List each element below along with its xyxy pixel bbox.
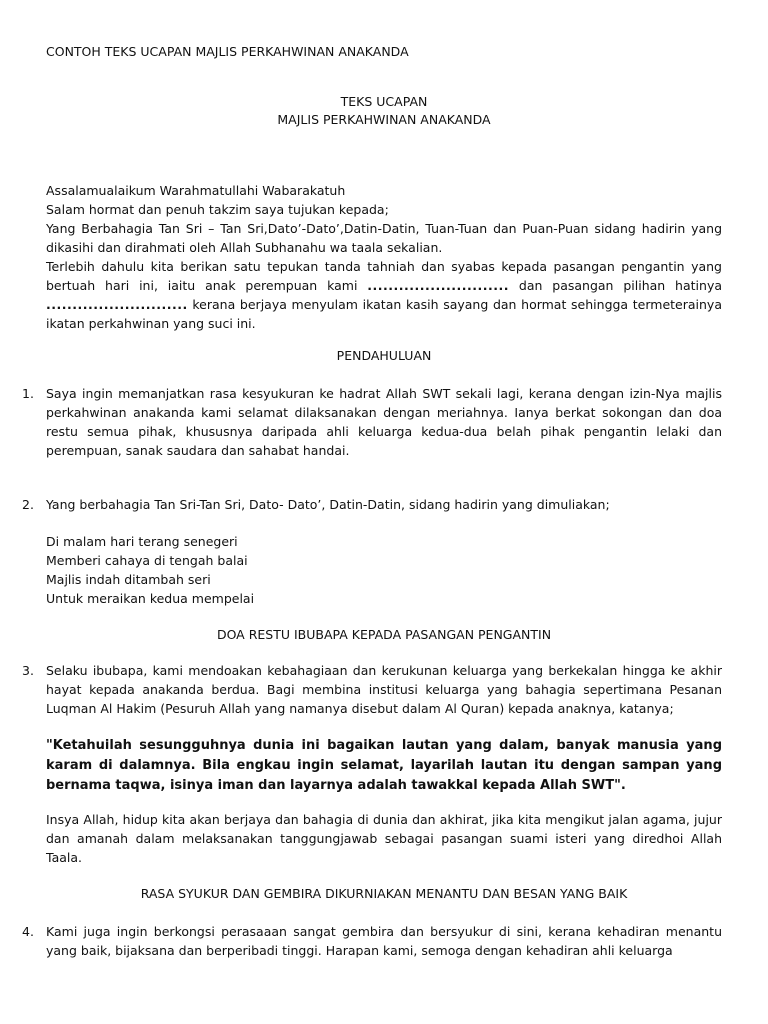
dignitaries-paragraph: Yang Berbahagia Tan Sri – Tan Sri,Dato’-Dato’,Datin-Datin, Tuan-Tuan dan Puan-Puan sidang hadirin yang dikasihi dan dirahmati oleh Allah Subhanahu wa taala sekalian. — [46, 221, 722, 255]
congratulation-text-a: Terlebih dahulu kita berikan satu tepukan tanda tahniah dan syabas kepada pasangan pengantin yang bertuah hari ini, iaitu anak perempuan kami — [46, 259, 722, 293]
pantun-line-4: Untuk meraikan kedua mempelai — [46, 591, 255, 606]
item-number-2: 2. — [22, 497, 34, 512]
heading-doa-restu: DOA RESTU IBUBAPA KEPADA PASANGAN PENGANTIN — [216, 627, 552, 642]
insya-allah-paragraph: Insya Allah, hidup kita akan berjaya dan bahagia di dunia dan akhirat, jika kita mengikut jalan agama, jujur dan amanah dalam melaksanakan tanggungjawab sebagai pasangan suami isteri yang diredhoi Allah Taala. — [46, 812, 722, 865]
greeting-line: Assalamualaikum Warahmatullahi Wabarakatuh — [46, 183, 346, 198]
item-paragraph-4: Kami juga ingin berkongsi perasaaan sangat gembira dan bersyukur di sini, kerana kehadiran menantu yang baik, bijaksana dan berperibadi tinggi. Harapan kami, semoga dengan kehadiran ahli keluarga — [46, 924, 722, 958]
congratulation-text-b: dan pasangan pilihan hatinya — [518, 278, 722, 293]
pantun-line-1: Di malam hari terang senegeri — [46, 534, 238, 549]
item-paragraph-3: Selaku ibubapa, kami mendoakan kebahagiaan dan kerukunan keluarga yang berkekalan hingga ke akhir hayat kepada anakanda berdua. Bagi membina institusi keluarga yang bahagia sepertimana Pesanan Luqman Al Hakim (Pesuruh Allah yang namanya disebut dalam Al Quran) kepada anaknya, katanya; — [46, 663, 722, 716]
congratulation-text-c: kerana berjaya menyulam ikatan kasih sayang dan hormat sehingga termeterainya ikatan perkahwinan yang suci ini. — [46, 297, 722, 331]
heading-pendahuluan: PENDAHULUAN — [336, 348, 432, 363]
center-title-1: TEKS UCAPAN — [340, 94, 428, 109]
salutation-line: Salam hormat dan penuh takzim saya tujukan kepada; — [46, 202, 389, 217]
center-title-2: MAJLIS PERKAHWINAN ANAKANDA — [277, 112, 491, 127]
item-number-1: 1. — [22, 386, 34, 401]
luqman-quote: "Ketahuilah sesungguhnya dunia ini bagaikan lautan yang dalam, banyak manusia yang karam di dalamnya. Bila engkau ingin selamat, layarilah lautan itu dengan sampan yang bernama taqwa, isinya iman dan layarnya adalah tawakkal kepada Allah SWT". — [46, 738, 722, 793]
pantun-line-3: Majlis indah ditambah seri — [46, 572, 211, 587]
congratulation-paragraph — [46, 257, 722, 333]
top-title: CONTOH TEKS UCAPAN MAJLIS PERKAHWINAN ANAKANDA — [46, 44, 409, 59]
item-number-4: 4. — [22, 924, 34, 939]
item-paragraph-1: Saya ingin memanjatkan rasa kesyukuran ke hadrat Allah SWT sekali lagi, kerana dengan izin-Nya majlis perkahwinan anakanda kami selamat dilaksanakan dengan meriahnya. Ianya berkat sokongan dan doa restu semua pihak, khususnya daripada ahli keluarga kedua-dua belah pihak pengantin lelaki dan perempuan, sanak saudara dan sahabat handai. — [46, 386, 722, 458]
item-paragraph-2: Yang berbahagia Tan Sri-Tan Sri, Dato- Dato’, Datin-Datin, sidang hadirin yang dimuliakan; — [46, 497, 610, 512]
item-number-3: 3. — [22, 663, 34, 678]
pantun-line-2: Memberi cahaya di tengah balai — [46, 553, 248, 568]
bride-name-blank: ........................... — [367, 278, 510, 293]
heading-rasa-syukur: RASA SYUKUR DAN GEMBIRA DIKURNIAKAN MENANTU DAN BESAN YANG BAIK — [140, 886, 628, 901]
groom-name-blank: ........................... — [46, 297, 188, 312]
